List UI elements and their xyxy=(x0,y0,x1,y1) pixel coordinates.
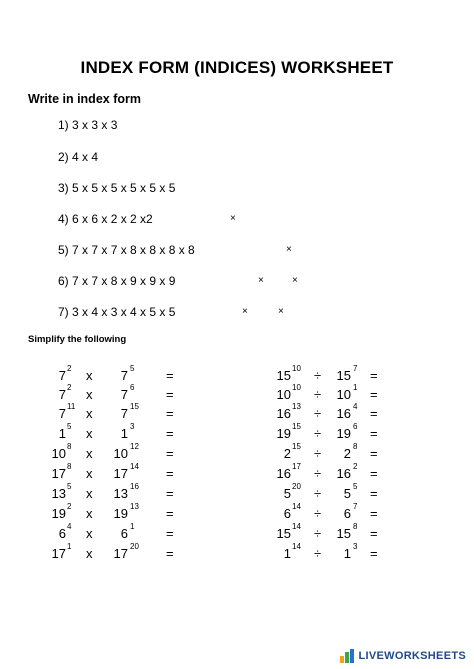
exponent-2: 7 xyxy=(353,502,358,511)
base-2: 2 xyxy=(343,446,351,461)
base-2: 10 xyxy=(336,387,351,402)
question-5: 5) 7 x 7 x 7 x 8 x 8 x 8 x 8 xyxy=(58,243,195,257)
base-2: 15 xyxy=(336,368,351,383)
exponent-1: 1 xyxy=(67,542,72,551)
base-1: 7 xyxy=(58,387,66,402)
exponent-1: 11 xyxy=(67,402,76,411)
operator: x xyxy=(86,546,93,561)
question-2: 2) 4 x 4 xyxy=(58,150,99,164)
base-1: 1 xyxy=(283,546,291,561)
worksheet-title: INDEX FORM (INDICES) WORKSHEET xyxy=(80,58,394,77)
exponent-1: 20 xyxy=(292,482,301,491)
base-2: 16 xyxy=(336,466,351,481)
base-2: 1 xyxy=(120,426,128,441)
exponent-2: 4 xyxy=(353,402,358,411)
exponent-1: 10 xyxy=(292,383,301,392)
operator: ÷ xyxy=(314,446,322,461)
operator: x xyxy=(86,486,93,501)
base-1: 2 xyxy=(283,446,291,461)
operator: x xyxy=(86,466,93,481)
equals-sign: = xyxy=(370,446,378,461)
equals-sign: = xyxy=(370,426,378,441)
base-1: 16 xyxy=(276,466,291,481)
exponent-1: 15 xyxy=(292,422,301,431)
base-1: 6 xyxy=(283,506,291,521)
base-1: 15 xyxy=(276,368,291,383)
base-2: 17 xyxy=(113,546,128,561)
equals-sign: = xyxy=(370,368,378,383)
exponent-2: 8 xyxy=(353,442,358,451)
operator: ÷ xyxy=(314,486,322,501)
exponent-2: 12 xyxy=(130,442,139,451)
exponent-1: 2 xyxy=(67,502,72,511)
base-2: 19 xyxy=(113,506,128,521)
answer-mark: × xyxy=(278,306,284,317)
operator: x xyxy=(86,426,93,441)
exponent-1: 2 xyxy=(67,383,72,392)
section2-heading: Simplify the following xyxy=(28,334,127,345)
base-1: 19 xyxy=(276,426,291,441)
base-1: 16 xyxy=(276,406,291,421)
exponent-1: 13 xyxy=(292,402,301,411)
equals-sign: = xyxy=(370,466,378,481)
exponent-2: 3 xyxy=(130,422,135,431)
base-1: 17 xyxy=(51,466,66,481)
operator: ÷ xyxy=(314,526,322,541)
base-2: 13 xyxy=(113,486,128,501)
base-2: 19 xyxy=(336,426,351,441)
exponent-1: 14 xyxy=(292,502,301,511)
exponent-2: 16 xyxy=(130,482,139,491)
exponent-2: 1 xyxy=(353,383,358,392)
equals-sign: = xyxy=(370,546,378,561)
exponent-2: 5 xyxy=(353,482,358,491)
bars-logo-icon xyxy=(340,649,356,663)
base-2: 10 xyxy=(113,446,128,461)
operator: ÷ xyxy=(314,546,322,561)
operator: ÷ xyxy=(314,406,322,421)
base-1: 1 xyxy=(58,426,66,441)
base-2: 5 xyxy=(343,486,351,501)
base-2: 1 xyxy=(343,546,351,561)
question-7: 7) 3 x 4 x 3 x 4 x 5 x 5 xyxy=(58,305,176,319)
operator: x xyxy=(86,506,93,521)
section1-heading: Write in index form xyxy=(28,92,141,106)
equals-sign: = xyxy=(166,506,174,521)
base-2: 6 xyxy=(343,506,351,521)
base-2: 15 xyxy=(336,526,351,541)
exponent-2: 13 xyxy=(130,502,139,511)
exponent-2: 5 xyxy=(130,364,135,373)
base-1: 10 xyxy=(51,446,66,461)
operator: x xyxy=(86,406,93,421)
equals-sign: = xyxy=(166,486,174,501)
question-3: 3) 5 x 5 x 5 x 5 x 5 x 5 xyxy=(58,181,176,195)
equals-sign: = xyxy=(166,546,174,561)
equals-sign: = xyxy=(370,506,378,521)
exponent-1: 5 xyxy=(67,482,72,491)
liveworksheets-logo xyxy=(340,647,467,665)
base-2: 6 xyxy=(120,526,128,541)
base-1: 5 xyxy=(283,486,291,501)
equals-sign: = xyxy=(166,426,174,441)
exponent-1: 8 xyxy=(67,442,72,451)
exponent-1: 14 xyxy=(292,522,301,531)
operator: ÷ xyxy=(314,368,322,383)
operator: x xyxy=(86,446,93,461)
base-2: 7 xyxy=(120,368,128,383)
operator: x xyxy=(86,387,93,402)
operator: ÷ xyxy=(314,426,322,441)
exponent-2: 2 xyxy=(353,462,358,471)
equals-sign: = xyxy=(370,526,378,541)
equals-sign: = xyxy=(370,406,378,421)
question-6: 6) 7 x 7 x 8 x 9 x 9 x 9 xyxy=(58,274,176,288)
exponent-2: 15 xyxy=(130,402,139,411)
base-2: 7 xyxy=(120,406,128,421)
exponent-1: 2 xyxy=(67,364,72,373)
equals-sign: = xyxy=(166,406,174,421)
operator: ÷ xyxy=(314,506,322,521)
equals-sign: = xyxy=(370,387,378,402)
exponent-1: 17 xyxy=(292,462,301,471)
operator: x xyxy=(86,526,93,541)
base-2: 7 xyxy=(120,387,128,402)
equals-sign: = xyxy=(166,387,174,402)
operator: ÷ xyxy=(314,466,322,481)
equals-sign: = xyxy=(166,526,174,541)
operator: ÷ xyxy=(314,387,322,402)
exponent-1: 10 xyxy=(292,364,301,373)
answer-mark: × xyxy=(230,213,236,224)
equals-sign: = xyxy=(370,486,378,501)
exponent-2: 6 xyxy=(353,422,358,431)
exponent-1: 8 xyxy=(67,462,72,471)
answer-mark: × xyxy=(286,244,292,255)
question-4: 4) 6 x 6 x 2 x 2 x2 xyxy=(58,212,153,226)
brand-name: LIVEWORKSHEETS xyxy=(358,650,466,662)
exponent-2: 6 xyxy=(130,383,135,392)
base-1: 7 xyxy=(58,368,66,383)
exponent-1: 4 xyxy=(67,522,72,531)
exponent-1: 5 xyxy=(67,422,72,431)
exponent-2: 20 xyxy=(130,542,139,551)
base-1: 7 xyxy=(58,406,66,421)
equals-sign: = xyxy=(166,368,174,383)
exponent-2: 14 xyxy=(130,462,139,471)
base-1: 15 xyxy=(276,526,291,541)
base-1: 10 xyxy=(276,387,291,402)
exponent-2: 8 xyxy=(353,522,358,531)
exponent-1: 14 xyxy=(292,542,301,551)
exponent-2: 3 xyxy=(353,542,358,551)
base-1: 6 xyxy=(58,526,66,541)
exponent-1: 15 xyxy=(292,442,301,451)
answer-mark: × xyxy=(242,306,248,317)
exponent-2: 7 xyxy=(353,364,358,373)
equals-sign: = xyxy=(166,446,174,461)
base-2: 17 xyxy=(113,466,128,481)
question-1: 1) 3 x 3 x 3 xyxy=(58,118,118,132)
operator: x xyxy=(86,368,93,383)
answer-mark: × xyxy=(258,275,264,286)
base-1: 13 xyxy=(51,486,66,501)
answer-mark: × xyxy=(292,275,298,286)
exponent-2: 1 xyxy=(130,522,135,531)
equals-sign: = xyxy=(166,466,174,481)
base-1: 17 xyxy=(51,546,66,561)
base-1: 19 xyxy=(51,506,66,521)
base-2: 16 xyxy=(336,406,351,421)
